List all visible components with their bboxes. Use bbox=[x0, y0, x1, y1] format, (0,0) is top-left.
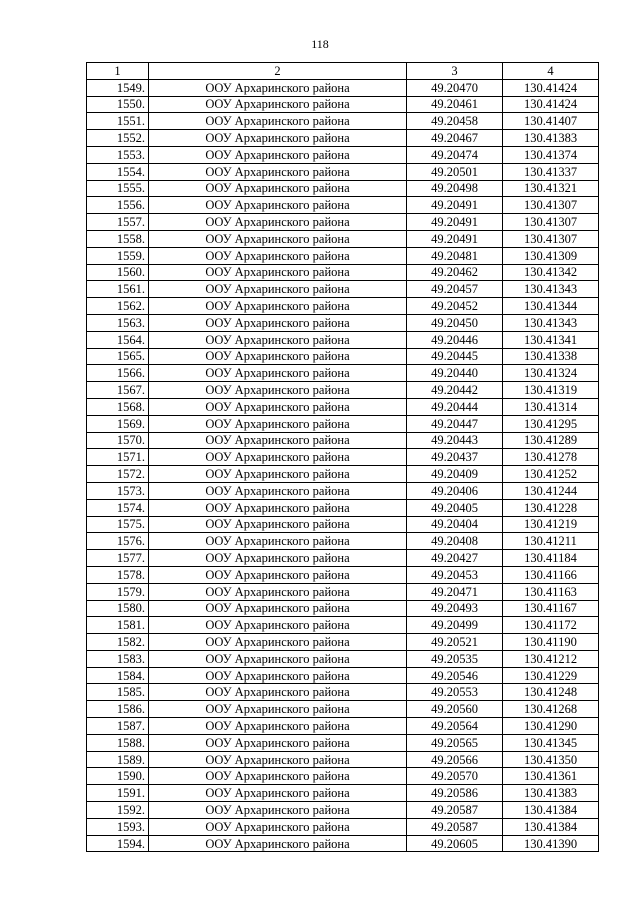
table-row bbox=[87, 818, 599, 835]
longitude: 130.41295 bbox=[503, 415, 599, 432]
row-number: 1579. bbox=[87, 583, 149, 600]
row-number: 1571. bbox=[87, 449, 149, 466]
object-name: ООУ Архаринского района bbox=[149, 163, 407, 180]
object-name: ООУ Архаринского района bbox=[149, 818, 407, 835]
latitude: 49.20406 bbox=[407, 482, 503, 499]
table-row bbox=[87, 264, 599, 281]
longitude: 130.41278 bbox=[503, 449, 599, 466]
latitude: 49.20491 bbox=[407, 230, 503, 247]
table-row bbox=[87, 398, 599, 415]
longitude: 130.41374 bbox=[503, 146, 599, 163]
table-row bbox=[87, 163, 599, 180]
row-number: 1580. bbox=[87, 600, 149, 617]
row-number: 1562. bbox=[87, 298, 149, 315]
row-number: 1553. bbox=[87, 146, 149, 163]
table-row bbox=[87, 667, 599, 684]
row-number: 1576. bbox=[87, 533, 149, 550]
latitude: 49.20458 bbox=[407, 113, 503, 130]
object-name: ООУ Архаринского района bbox=[149, 230, 407, 247]
latitude: 49.20457 bbox=[407, 281, 503, 298]
table-row bbox=[87, 718, 599, 735]
longitude: 130.41407 bbox=[503, 113, 599, 130]
object-name: ООУ Архаринского района bbox=[149, 482, 407, 499]
longitude: 130.41290 bbox=[503, 718, 599, 735]
object-name: ООУ Архаринского района bbox=[149, 600, 407, 617]
row-number: 1564. bbox=[87, 331, 149, 348]
row-number: 1574. bbox=[87, 499, 149, 516]
latitude: 49.20461 bbox=[407, 96, 503, 113]
table-row bbox=[87, 802, 599, 819]
table-row bbox=[87, 382, 599, 399]
table-row bbox=[87, 432, 599, 449]
table-row bbox=[87, 482, 599, 499]
row-number: 1565. bbox=[87, 348, 149, 365]
latitude: 49.20605 bbox=[407, 835, 503, 852]
latitude: 49.20470 bbox=[407, 79, 503, 96]
object-name: ООУ Архаринского района bbox=[149, 298, 407, 315]
latitude: 49.20442 bbox=[407, 382, 503, 399]
latitude: 49.20443 bbox=[407, 432, 503, 449]
longitude: 130.41309 bbox=[503, 247, 599, 264]
object-name: ООУ Архаринского района bbox=[149, 365, 407, 382]
latitude: 49.20565 bbox=[407, 734, 503, 751]
object-name: ООУ Архаринского района bbox=[149, 634, 407, 651]
object-name: ООУ Архаринского района bbox=[149, 802, 407, 819]
row-number: 1573. bbox=[87, 482, 149, 499]
table-row bbox=[87, 415, 599, 432]
table-row bbox=[87, 214, 599, 231]
object-name: ООУ Архаринского района bbox=[149, 415, 407, 432]
object-name: ООУ Архаринского района bbox=[149, 180, 407, 197]
object-name: ООУ Архаринского района bbox=[149, 785, 407, 802]
object-name: ООУ Архаринского района bbox=[149, 264, 407, 281]
table-row bbox=[87, 466, 599, 483]
table-row bbox=[87, 180, 599, 197]
object-name: ООУ Архаринского района bbox=[149, 432, 407, 449]
object-name: ООУ Архаринского района bbox=[149, 130, 407, 147]
latitude: 49.20521 bbox=[407, 634, 503, 651]
header-row bbox=[87, 63, 599, 80]
table-row bbox=[87, 331, 599, 348]
longitude: 130.41350 bbox=[503, 751, 599, 768]
row-number: 1583. bbox=[87, 650, 149, 667]
longitude: 130.41289 bbox=[503, 432, 599, 449]
table-row bbox=[87, 566, 599, 583]
latitude: 49.20445 bbox=[407, 348, 503, 365]
latitude: 49.20498 bbox=[407, 180, 503, 197]
longitude: 130.41319 bbox=[503, 382, 599, 399]
longitude: 130.41390 bbox=[503, 835, 599, 852]
longitude: 130.41248 bbox=[503, 684, 599, 701]
longitude: 130.41344 bbox=[503, 298, 599, 315]
latitude: 49.20447 bbox=[407, 415, 503, 432]
longitude: 130.41190 bbox=[503, 634, 599, 651]
object-name: ООУ Архаринского района bbox=[149, 214, 407, 231]
latitude: 49.20409 bbox=[407, 466, 503, 483]
table-row bbox=[87, 634, 599, 651]
latitude: 49.20437 bbox=[407, 449, 503, 466]
row-number: 1563. bbox=[87, 314, 149, 331]
table-row bbox=[87, 247, 599, 264]
table-row bbox=[87, 785, 599, 802]
table-row bbox=[87, 583, 599, 600]
latitude: 49.20405 bbox=[407, 499, 503, 516]
row-number: 1558. bbox=[87, 230, 149, 247]
row-number: 1581. bbox=[87, 617, 149, 634]
latitude: 49.20452 bbox=[407, 298, 503, 315]
row-number: 1577. bbox=[87, 550, 149, 567]
longitude: 130.41324 bbox=[503, 365, 599, 382]
latitude: 49.20404 bbox=[407, 516, 503, 533]
column-header-4: 4 bbox=[503, 63, 599, 80]
coordinates-table bbox=[86, 62, 599, 852]
longitude: 130.41307 bbox=[503, 230, 599, 247]
object-name: ООУ Архаринского района bbox=[149, 768, 407, 785]
longitude: 130.41163 bbox=[503, 583, 599, 600]
longitude: 130.41321 bbox=[503, 180, 599, 197]
latitude: 49.20499 bbox=[407, 617, 503, 634]
object-name: ООУ Архаринского района bbox=[149, 667, 407, 684]
latitude: 49.20471 bbox=[407, 583, 503, 600]
row-number: 1586. bbox=[87, 701, 149, 718]
longitude: 130.41307 bbox=[503, 214, 599, 231]
row-number: 1594. bbox=[87, 835, 149, 852]
latitude: 49.20491 bbox=[407, 197, 503, 214]
latitude: 49.20493 bbox=[407, 600, 503, 617]
object-name: ООУ Архаринского района bbox=[149, 617, 407, 634]
longitude: 130.41383 bbox=[503, 785, 599, 802]
latitude: 49.20535 bbox=[407, 650, 503, 667]
row-number: 1552. bbox=[87, 130, 149, 147]
row-number: 1589. bbox=[87, 751, 149, 768]
longitude: 130.41211 bbox=[503, 533, 599, 550]
table-body bbox=[87, 79, 599, 852]
table-row bbox=[87, 734, 599, 751]
longitude: 130.41361 bbox=[503, 768, 599, 785]
table-row bbox=[87, 146, 599, 163]
latitude: 49.20560 bbox=[407, 701, 503, 718]
table-row bbox=[87, 550, 599, 567]
longitude: 130.41345 bbox=[503, 734, 599, 751]
longitude: 130.41384 bbox=[503, 818, 599, 835]
row-number: 1559. bbox=[87, 247, 149, 264]
row-number: 1592. bbox=[87, 802, 149, 819]
object-name: ООУ Архаринского района bbox=[149, 281, 407, 298]
longitude: 130.41338 bbox=[503, 348, 599, 365]
longitude: 130.41424 bbox=[503, 96, 599, 113]
table-row bbox=[87, 130, 599, 147]
latitude: 49.20501 bbox=[407, 163, 503, 180]
column-header-2: 2 bbox=[149, 63, 407, 80]
object-name: ООУ Архаринского района bbox=[149, 751, 407, 768]
column-header-3: 3 bbox=[407, 63, 503, 80]
latitude: 49.20587 bbox=[407, 818, 503, 835]
table-row bbox=[87, 533, 599, 550]
row-number: 1588. bbox=[87, 734, 149, 751]
object-name: ООУ Архаринского района bbox=[149, 247, 407, 264]
object-name: ООУ Архаринского района bbox=[149, 533, 407, 550]
longitude: 130.41228 bbox=[503, 499, 599, 516]
object-name: ООУ Архаринского района bbox=[149, 734, 407, 751]
latitude: 49.20566 bbox=[407, 751, 503, 768]
table-row bbox=[87, 600, 599, 617]
table-row bbox=[87, 113, 599, 130]
longitude: 130.41383 bbox=[503, 130, 599, 147]
table-row bbox=[87, 281, 599, 298]
longitude: 130.41252 bbox=[503, 466, 599, 483]
row-number: 1582. bbox=[87, 634, 149, 651]
longitude: 130.41307 bbox=[503, 197, 599, 214]
table-row bbox=[87, 684, 599, 701]
latitude: 49.20453 bbox=[407, 566, 503, 583]
row-number: 1568. bbox=[87, 398, 149, 415]
column-header-1: 1 bbox=[87, 63, 149, 80]
table-row bbox=[87, 768, 599, 785]
latitude: 49.20564 bbox=[407, 718, 503, 735]
object-name: ООУ Архаринского района bbox=[149, 96, 407, 113]
longitude: 130.41343 bbox=[503, 314, 599, 331]
longitude: 130.41172 bbox=[503, 617, 599, 634]
row-number: 1593. bbox=[87, 818, 149, 835]
row-number: 1550. bbox=[87, 96, 149, 113]
table-row bbox=[87, 365, 599, 382]
longitude: 130.41268 bbox=[503, 701, 599, 718]
latitude: 49.20440 bbox=[407, 365, 503, 382]
object-name: ООУ Архаринского района bbox=[149, 566, 407, 583]
row-number: 1570. bbox=[87, 432, 149, 449]
longitude: 130.41244 bbox=[503, 482, 599, 499]
table-row bbox=[87, 617, 599, 634]
longitude: 130.41219 bbox=[503, 516, 599, 533]
object-name: ООУ Архаринского района bbox=[149, 684, 407, 701]
row-number: 1591. bbox=[87, 785, 149, 802]
table-row bbox=[87, 701, 599, 718]
longitude: 130.41212 bbox=[503, 650, 599, 667]
latitude: 49.20586 bbox=[407, 785, 503, 802]
row-number: 1578. bbox=[87, 566, 149, 583]
object-name: ООУ Архаринского района bbox=[149, 466, 407, 483]
row-number: 1584. bbox=[87, 667, 149, 684]
latitude: 49.20408 bbox=[407, 533, 503, 550]
object-name: ООУ Архаринского района bbox=[149, 718, 407, 735]
object-name: ООУ Архаринского района bbox=[149, 550, 407, 567]
object-name: ООУ Архаринского района bbox=[149, 79, 407, 96]
latitude: 49.20462 bbox=[407, 264, 503, 281]
table-row bbox=[87, 298, 599, 315]
table-row bbox=[87, 516, 599, 533]
table-row bbox=[87, 751, 599, 768]
longitude: 130.41342 bbox=[503, 264, 599, 281]
latitude: 49.20587 bbox=[407, 802, 503, 819]
latitude: 49.20481 bbox=[407, 247, 503, 264]
row-number: 1566. bbox=[87, 365, 149, 382]
longitude: 130.41341 bbox=[503, 331, 599, 348]
row-number: 1585. bbox=[87, 684, 149, 701]
row-number: 1590. bbox=[87, 768, 149, 785]
table-row bbox=[87, 348, 599, 365]
table-row bbox=[87, 230, 599, 247]
object-name: ООУ Архаринского района bbox=[149, 314, 407, 331]
object-name: ООУ Архаринского района bbox=[149, 197, 407, 214]
longitude: 130.41167 bbox=[503, 600, 599, 617]
object-name: ООУ Архаринского района bbox=[149, 331, 407, 348]
longitude: 130.41337 bbox=[503, 163, 599, 180]
longitude: 130.41343 bbox=[503, 281, 599, 298]
table-row bbox=[87, 197, 599, 214]
object-name: ООУ Архаринского района bbox=[149, 701, 407, 718]
table-row bbox=[87, 499, 599, 516]
row-number: 1572. bbox=[87, 466, 149, 483]
object-name: ООУ Архаринского района bbox=[149, 583, 407, 600]
table-row bbox=[87, 449, 599, 466]
latitude: 49.20450 bbox=[407, 314, 503, 331]
object-name: ООУ Архаринского района bbox=[149, 398, 407, 415]
longitude: 130.41184 bbox=[503, 550, 599, 567]
row-number: 1560. bbox=[87, 264, 149, 281]
row-number: 1555. bbox=[87, 180, 149, 197]
object-name: ООУ Архаринского района bbox=[149, 499, 407, 516]
table-row bbox=[87, 835, 599, 852]
object-name: ООУ Архаринского района bbox=[149, 449, 407, 466]
object-name: ООУ Архаринского района bbox=[149, 382, 407, 399]
longitude: 130.41229 bbox=[503, 667, 599, 684]
row-number: 1549. bbox=[87, 79, 149, 96]
row-number: 1551. bbox=[87, 113, 149, 130]
latitude: 49.20446 bbox=[407, 331, 503, 348]
longitude: 130.41424 bbox=[503, 79, 599, 96]
latitude: 49.20427 bbox=[407, 550, 503, 567]
table-row bbox=[87, 650, 599, 667]
object-name: ООУ Архаринского района bbox=[149, 835, 407, 852]
row-number: 1575. bbox=[87, 516, 149, 533]
latitude: 49.20570 bbox=[407, 768, 503, 785]
row-number: 1554. bbox=[87, 163, 149, 180]
table-row bbox=[87, 96, 599, 113]
latitude: 49.20444 bbox=[407, 398, 503, 415]
object-name: ООУ Архаринского района bbox=[149, 348, 407, 365]
row-number: 1556. bbox=[87, 197, 149, 214]
object-name: ООУ Архаринского района bbox=[149, 146, 407, 163]
page-number: 118 bbox=[311, 37, 329, 51]
table-row bbox=[87, 79, 599, 96]
row-number: 1569. bbox=[87, 415, 149, 432]
row-number: 1561. bbox=[87, 281, 149, 298]
object-name: ООУ Архаринского района bbox=[149, 113, 407, 130]
longitude: 130.41166 bbox=[503, 566, 599, 583]
object-name: ООУ Архаринского района bbox=[149, 650, 407, 667]
row-number: 1567. bbox=[87, 382, 149, 399]
latitude: 49.20546 bbox=[407, 667, 503, 684]
latitude: 49.20474 bbox=[407, 146, 503, 163]
latitude: 49.20553 bbox=[407, 684, 503, 701]
object-name: ООУ Архаринского района bbox=[149, 516, 407, 533]
table-row bbox=[87, 314, 599, 331]
longitude: 130.41314 bbox=[503, 398, 599, 415]
row-number: 1587. bbox=[87, 718, 149, 735]
longitude: 130.41384 bbox=[503, 802, 599, 819]
latitude: 49.20491 bbox=[407, 214, 503, 231]
latitude: 49.20467 bbox=[407, 130, 503, 147]
row-number: 1557. bbox=[87, 214, 149, 231]
